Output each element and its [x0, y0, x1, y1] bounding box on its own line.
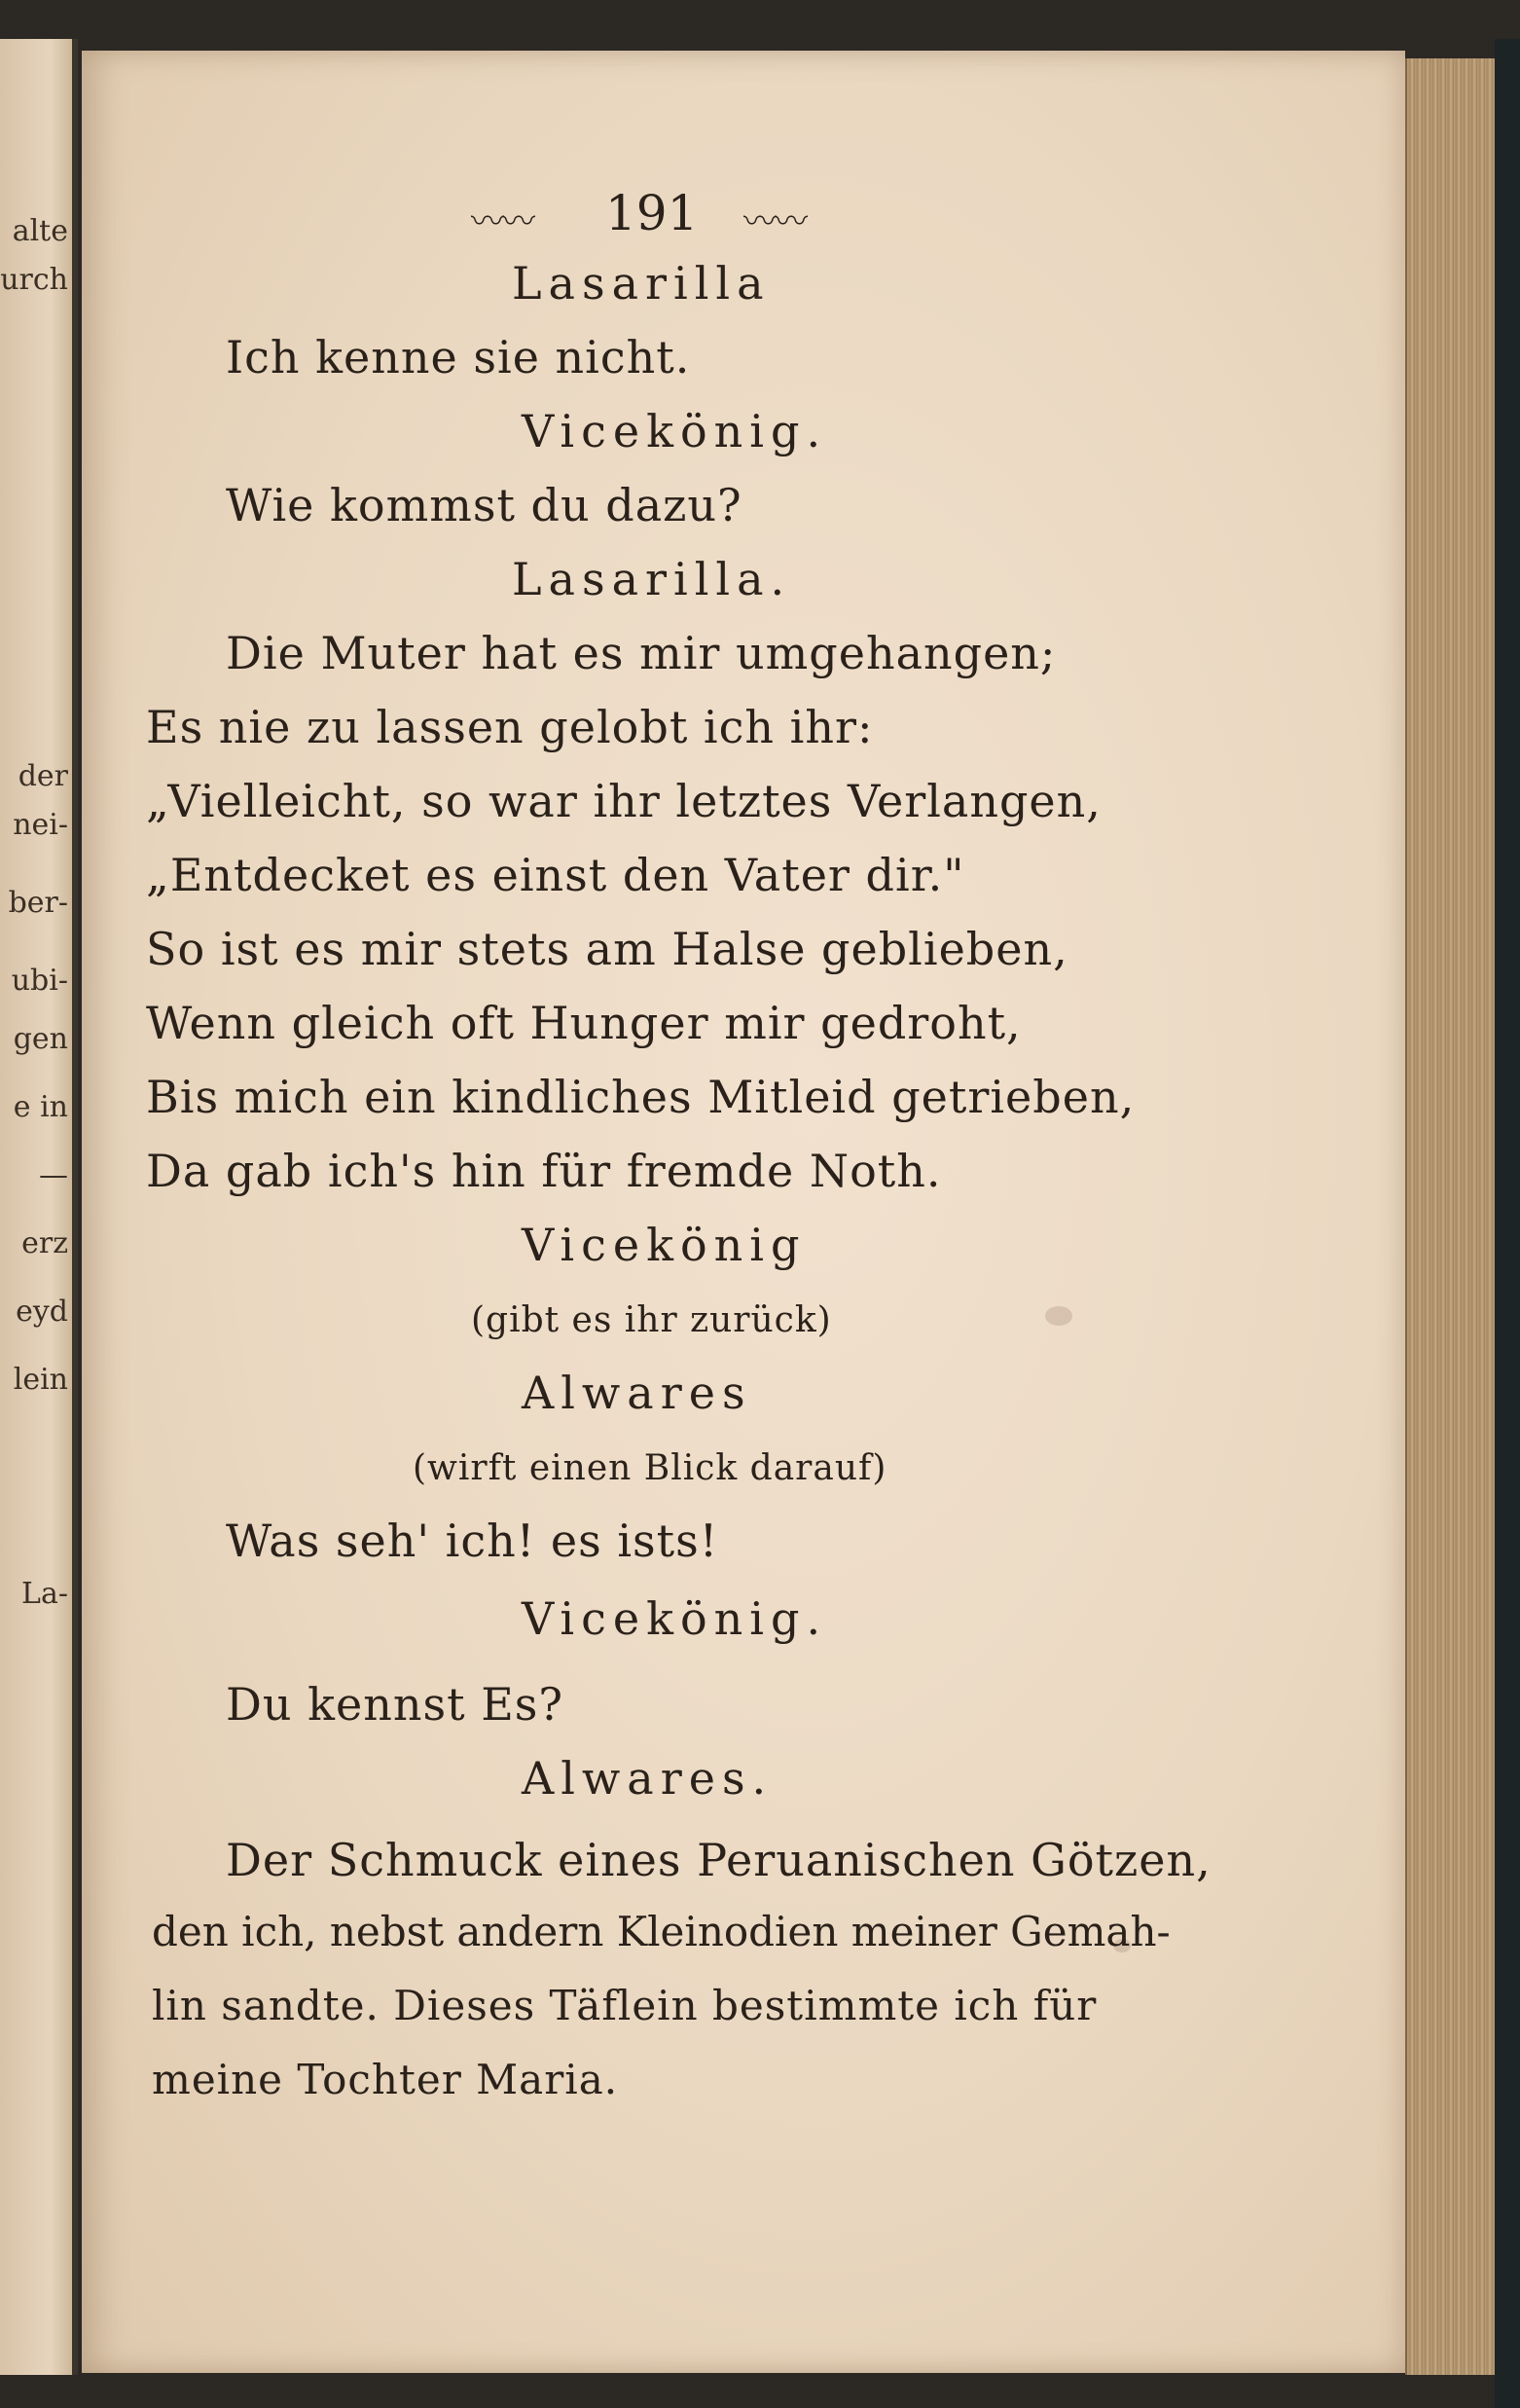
left-page-fragment: ber- — [8, 886, 68, 920]
left-page-fragment: alte — [12, 214, 68, 248]
verse-line: Was seh' ich! es ists! — [226, 1514, 719, 1567]
page-block-edges — [1405, 58, 1497, 2375]
verse-line: Bis mich ein kindliches Mitleid getrieben, — [146, 1071, 1136, 1123]
verse-line: Wie kommst du dazu? — [226, 479, 742, 531]
prose-line: lin sandte. Dieses Täflein bestimmte ich für — [152, 1982, 1098, 2029]
prose-line: den ich, nebst andern Kleinodien meiner Gemah- — [152, 1908, 1171, 1955]
speaker-name: Vicekönig. — [522, 405, 828, 457]
left-page-fragment: urch — [0, 263, 68, 297]
page-number: 191 — [605, 185, 699, 241]
left-page-fragment: lein — [13, 1363, 68, 1397]
left-page-fragment: — — [39, 1158, 68, 1192]
speaker-name: Vicekönig. — [522, 1592, 828, 1645]
ink-smudge — [1045, 1306, 1072, 1326]
verse-line: Ich kenne sie nicht. — [226, 331, 691, 383]
speaker-name: Lasarilla — [512, 257, 771, 310]
left-page-fragment: der — [18, 759, 68, 793]
prose-line: meine Tochter Maria. — [152, 2056, 619, 2103]
previous-page-edge — [0, 39, 78, 2375]
verse-line: Du kennst Es? — [226, 1678, 564, 1731]
speaker-name: Alwares. — [522, 1752, 774, 1805]
verse-line: „Vielleicht, so war ihr letztes Verlangen, — [146, 775, 1102, 827]
stage-direction: (wirft einen Blick darauf) — [413, 1448, 887, 1488]
verse-line: „Entdecket es einst den Vater dir." — [146, 849, 965, 901]
speaker-name: Lasarilla. — [512, 553, 792, 605]
speaker-name: Vicekönig — [522, 1219, 807, 1271]
verse-line: So ist es mir stets am Halse geblieben, — [146, 923, 1068, 975]
speaker-name: Alwares — [522, 1367, 752, 1419]
left-page-fragment: erz — [21, 1226, 68, 1260]
left-page-fragment: gen — [13, 1022, 68, 1056]
verse-line: Wenn gleich oft Hunger mir gedroht, — [146, 997, 1022, 1049]
left-page-fragment: e in — [13, 1090, 68, 1124]
book-cover-edge — [1495, 39, 1520, 2408]
book-page — [82, 51, 1405, 2373]
left-page-fragment: nei- — [13, 808, 68, 842]
header-ornament-right: 〰〰 — [743, 202, 806, 241]
verse-line: Die Muter hat es mir umgehangen; — [226, 627, 1057, 679]
stage-direction: (gibt es ihr zurück) — [471, 1300, 832, 1340]
prose-line: Der Schmuck eines Peruanischen Götzen, — [226, 1834, 1212, 1886]
left-page-fragment: ubi- — [11, 964, 68, 998]
verse-line: Da gab ich's hin für fremde Noth. — [146, 1145, 942, 1197]
left-page-fragment: eyd — [16, 1295, 68, 1329]
left-page-fragment: La- — [21, 1577, 68, 1611]
verse-line: Es nie zu lassen gelobt ich ihr: — [146, 701, 874, 753]
header-ornament-left: 〰〰 — [471, 202, 533, 241]
